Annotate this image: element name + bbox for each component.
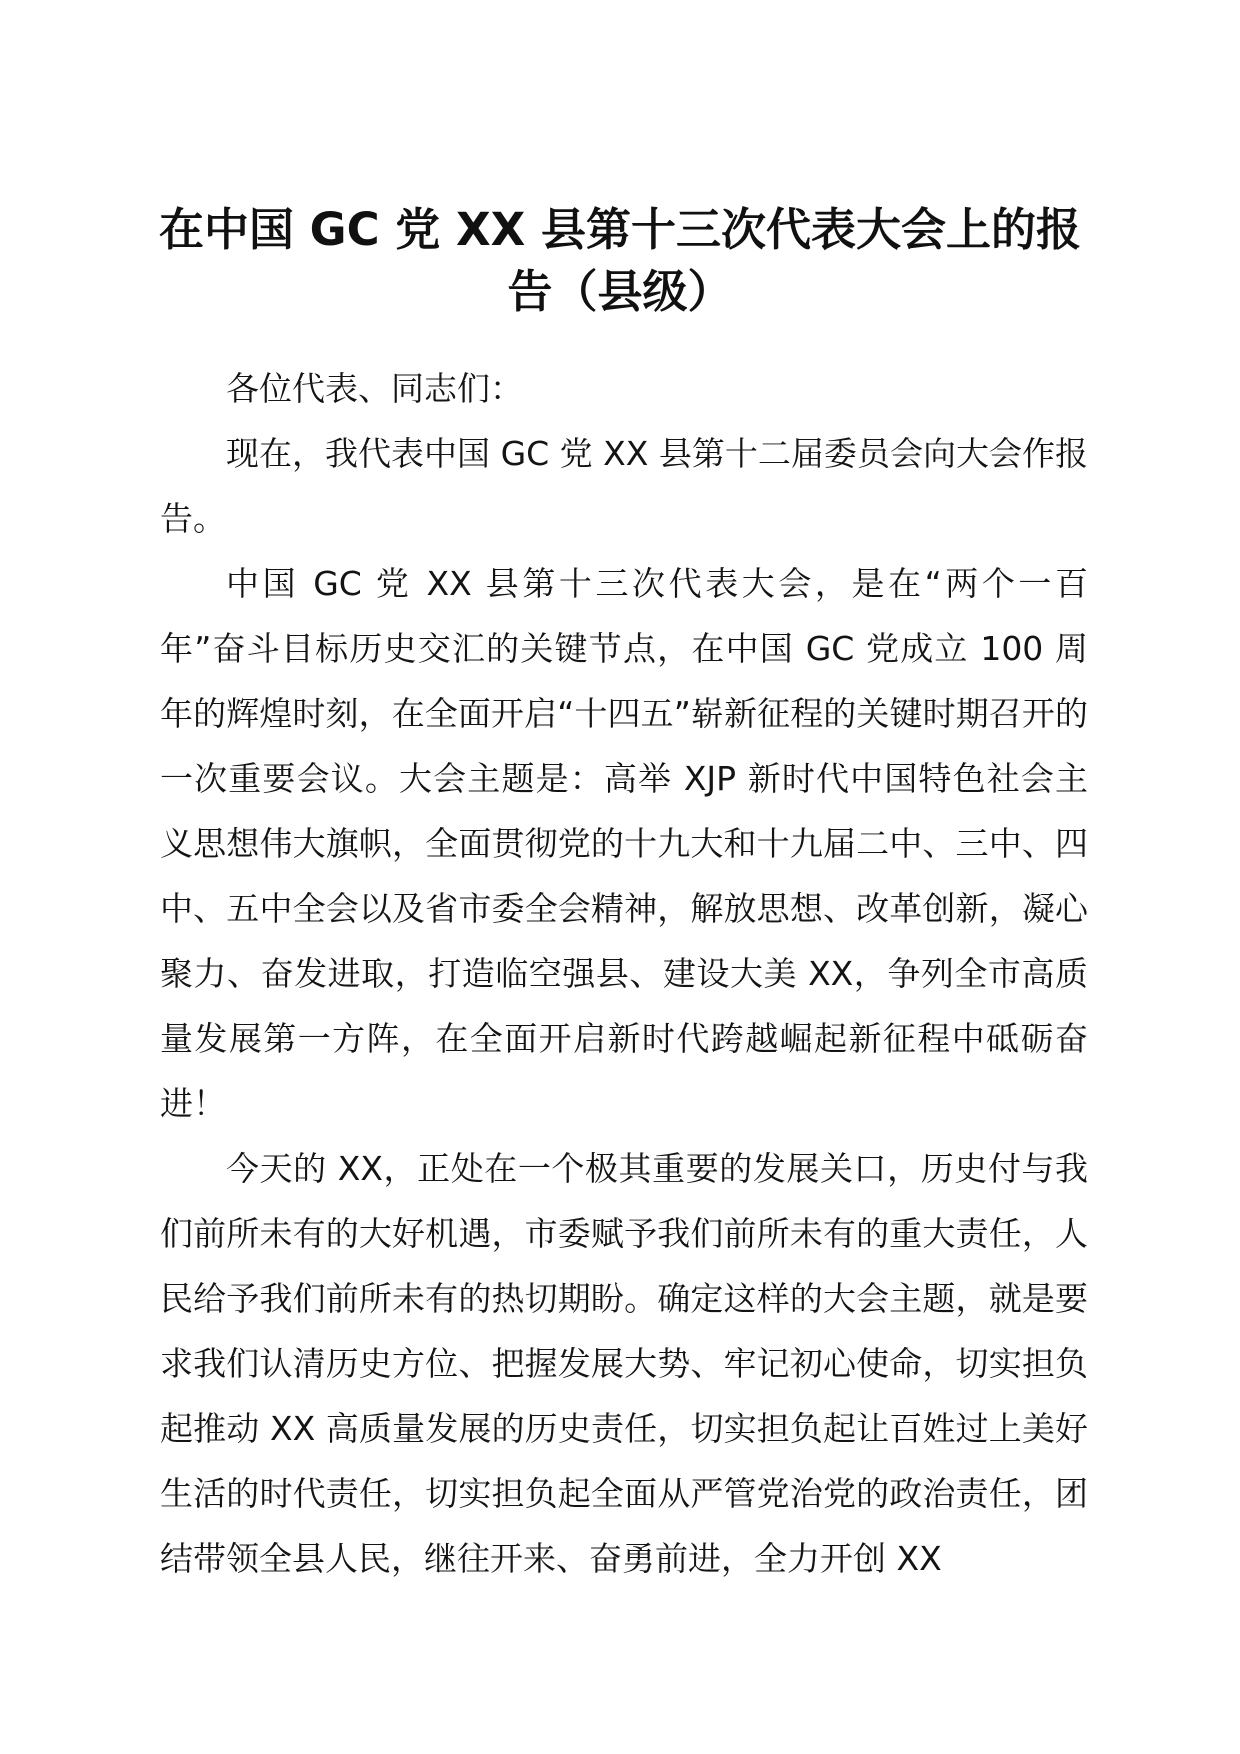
paragraph-congress-theme: 中国 GC 党 XX 县第十三次代表大会，是在“两个一百年”奋斗目标历史交汇的关键节点，在中国 GC 党成立 100 周年的辉煌时刻，在全面开启“十四五”崭新征程的关键时期召开的一次重要会议。大会主题是：高举 XJP 新时代中国特色社会主义思想伟大旗帜，全面贯彻党的十九大和十九届二中、三中、四中、五中全会以及省市委全会精神，解放思想、改革创新，凝心聚力、奋发进取，打造临空强县、建设大美 XX，争列全市高质量发展第一方阵，在全面开启新时代跨越崛起新征程中砥砺奋进！ [160,564,1088,1123]
paragraph-salutation: 各位代表、同志们： [226,369,523,408]
document-title-line-2: 告（县级） [507,265,733,318]
paragraph-opening: 现在，我代表中国 GC 党 XX 县第十二届委员会向大会作报告。 [160,434,1088,538]
document-title-line-1: 在中国 GC 党 XX 县第十三次代表大会上的报 [158,203,1082,256]
document-body [160,356,1088,1591]
paragraph-today-xx: 今天的 XX，正处在一个极其重要的发展关口，历史付与我们前所未有的大好机遇，市委赋予我们前所未有的重大责任，人民给予我们前所未有的热切期盼。确定这样的大会主题，就是要求我们认清历史方位、把握发展大势、牢记初心使命，切实担负起推动 XX 高质量发展的历史责任，切实担负起让百姓过上美好生活的时代责任，切实担负起全面从严管党治党的政治责任，团结带领全县人民，继往开来、奋勇前进，全力开创 XX [160,1149,1088,1578]
